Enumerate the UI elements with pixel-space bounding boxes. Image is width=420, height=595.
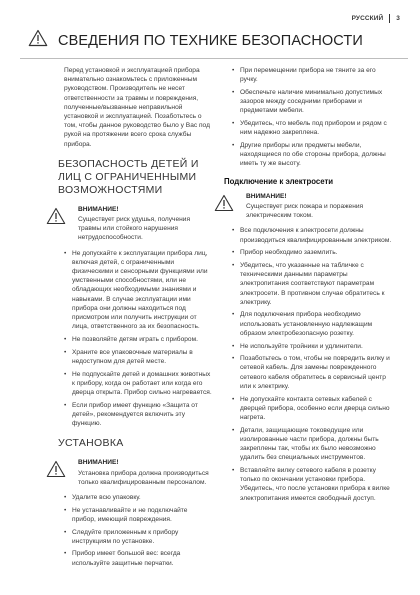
warning-label: ВНИМАНИЕ! xyxy=(78,459,119,467)
list-item: • При перемещении прибора не тяните за его ручку. xyxy=(232,66,392,84)
right-column xyxy=(224,66,392,506)
list-item: • Следуйте приложенным к прибору инструкциям по установке. xyxy=(64,528,212,546)
list-item: • Прибор имеет большой вес: всегда используйте защитные перчатки. xyxy=(64,549,212,567)
installation-warning xyxy=(46,458,212,487)
electrical-connection-heading: Подключение к электросети xyxy=(224,176,334,186)
list-item: • Убедитесь, что указанные на табличке с техническими данными параметры электропитания соответствуют параметрам электросети. В противном случае обратитесь к электрику. xyxy=(232,261,392,307)
installation-heading: УСТАНОВКА xyxy=(58,437,124,450)
warning-label: ВНИМАНИЕ! xyxy=(78,205,119,213)
warning-text: Установка прибора должна производиться только квалифицированным персоналом. xyxy=(78,469,209,486)
list-item: • Храните все упаковочные материалы в недоступном для детей месте. xyxy=(64,348,212,366)
warning-triangle-icon xyxy=(28,29,48,52)
electrical-list xyxy=(232,226,392,502)
list-item: • Если прибор имеет функцию «Защита от детей», рекомендуется включить эту функцию. xyxy=(64,401,212,429)
warning-label: ВНИМАНИЕ! xyxy=(246,192,287,200)
list-item: • Не допускайте к эксплуатации прибора лиц, включая детей, с ограниченными физическими и сенсорными функциями или умственными способностями, или не обладающих необходимыми знаниями и навыками. В случае эксплуатации ими прибора они должны находиться под присмотром или получить инструкции от лица, ответственного за их безопасность. xyxy=(64,249,212,332)
title-divider xyxy=(20,58,408,59)
children-safety-heading: БЕЗОПАСНОСТЬ ДЕТЕЙ И ЛИЦ С ОГРАНИЧЕННЫМИ ВОЗМОЖНОСТЯМИ xyxy=(58,157,199,196)
list-item: • Не подпускайте детей и домашних животных к прибору, когда он работает или когда его дверца открыта. Прибор сильно нагревается. xyxy=(64,370,212,398)
list-item: • Другие приборы или предметы мебели, находящиеся по обе стороны прибора, должны иметь ту же высоту. xyxy=(232,141,392,169)
list-item: • Убедитесь, что мебель под прибором и рядом с ним надежно закреплена. xyxy=(232,119,392,137)
page-title: СВЕДЕНИЯ ПО ТЕХНИКЕ БЕЗОПАСНОСТИ xyxy=(58,32,363,49)
warning-text: Существует риск удушья, получения травмы или стойкого нарушения нетрудоспособности. xyxy=(78,216,191,242)
title-row xyxy=(28,29,408,52)
warning-text: Существует риск пожара и поражения электрическим током. xyxy=(246,202,364,220)
list-item: • Прибор необходимо заземлить. xyxy=(232,248,392,257)
list-item: • Для подключения прибора необходимо использовать установленную надлежащим образом электробезопасную розетку. xyxy=(232,310,392,338)
installation-list-continued xyxy=(232,66,392,169)
page-header xyxy=(352,14,400,23)
warning-triangle-icon xyxy=(214,192,242,221)
list-item: • Вставляйте вилку сетевого кабеля в розетку только по окончании установки прибора. Убедитесь, что после установки прибора к вилке электропитания имеется свободный доступ. xyxy=(232,466,392,503)
list-item: • Удалите всю упаковку. xyxy=(64,493,212,502)
list-item: • Обеспечьте наличие минимально допустимых зазоров между соседними приборами и предметами мебели. xyxy=(232,88,392,116)
list-item: • Не допускайте контакта сетевых кабелей с дверцей прибора, особенно если дверца сильно нагрета. xyxy=(232,395,392,423)
list-item: • Не устанавливайте и не подключайте прибор, имеющий повреждения. xyxy=(64,506,212,524)
children-safety-list xyxy=(64,249,212,429)
list-item: • Не используйте тройники и удлинители. xyxy=(232,342,392,351)
language-label: РУССКИЙ xyxy=(351,15,384,22)
electrical-warning xyxy=(214,192,392,221)
list-item: • Все подключения к электросети должны производиться квалифицированным электриком. xyxy=(232,226,392,244)
warning-triangle-icon xyxy=(46,205,74,243)
header-divider xyxy=(389,14,390,23)
left-column xyxy=(58,66,212,571)
list-item: • Детали, защищающие токоведущие или изолированные части прибора, должны быть закреплены так, чтобы их было невозможно удалить без специальных инструментов. xyxy=(232,426,392,463)
intro-paragraph: Перед установкой и эксплуатацией прибора внимательно ознакомьтесь с приложенным руководством. Производитель не несет ответственности за травмы и повреждения, полученные/вызванные неправильной установкой и эксплуатацией. Позаботьтесь о том, чтобы данное руководство было у Вас под рукой на протяжении всего срока службы прибора. xyxy=(64,67,210,148)
installation-list xyxy=(64,493,212,568)
page-number: 3 xyxy=(396,15,400,22)
warning-triangle-icon xyxy=(46,458,74,487)
list-item: • Позаботьтесь о том, чтобы не повредить вилку и сетевой кабель. Для замены поврежденного сетевого кабеля обратитесь в сервисный центр или к электрику. xyxy=(232,354,392,391)
children-warning xyxy=(46,205,212,243)
list-item: • Не позволяйте детям играть с прибором. xyxy=(64,335,212,344)
